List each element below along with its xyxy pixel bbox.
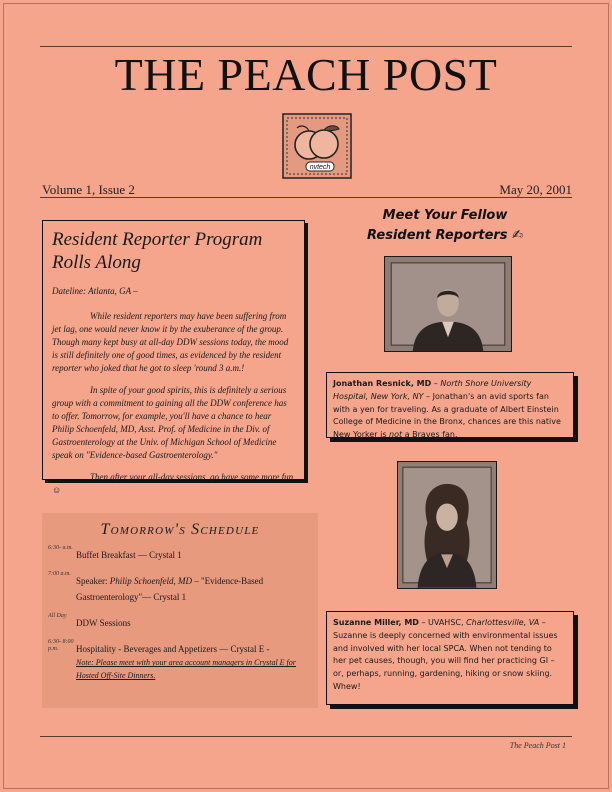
schedule-note: Note: Please meet with your area account managers in Crystal E for Hosted Off-Site Dinners.: [76, 658, 296, 681]
schedule-item: [48, 571, 312, 605]
peach-logo-icon: [282, 113, 352, 179]
reporter-photo-jonathan: [384, 256, 512, 352]
top-rule: [40, 46, 572, 47]
schedule-time: 7:00 a.m.: [48, 571, 71, 578]
reporters-heading: Meet Your Fellow Resident Reporters ✍: [367, 208, 523, 244]
article-title: Resident Reporter Program Rolls Along: [52, 229, 263, 273]
schedule-text: Speaker: Philip Schoenfeld, MD – "Evidence-Based Gastroenterology"— Crystal 1: [76, 576, 264, 602]
issue-date: May 20, 2001: [499, 182, 572, 197]
footer-rule: [40, 736, 572, 737]
masthead-title: THE PEACH POST: [114, 49, 498, 100]
schedule-text: Buffet Breakfast — Crystal 1: [76, 550, 182, 560]
schedule-item: [48, 613, 312, 631]
lead-article: [42, 220, 305, 496]
schedule-time: 6:30- a.m.: [48, 545, 73, 551]
reporter-photo-suzanne: [397, 461, 497, 589]
schedule-text: Hospitality - Beverages and Appetizers — Crystal E - Note: Please meet with your area account managers in Crystal E for Hosted Off-Site Dinners.: [76, 639, 312, 683]
schedule-item: [48, 639, 312, 683]
bio-jonathan: Jonathan Resnick, MD – North Shore University Hospital, New York, NY – Jonathan's an avid sports fan with a yen for traveling. As a graduate of Albert Einstein College of Medicine in the Bronx, chances are this native New Yorker is not a Braves fan.: [326, 372, 574, 438]
pencil-icon: ✍: [512, 228, 523, 244]
article-dateline: Dateline: Atlanta, GA –: [52, 285, 138, 296]
header-rule: [40, 197, 572, 198]
schedule-text: DDW Sessions: [76, 617, 131, 628]
schedule-box: [42, 513, 318, 708]
reporter-affiliation: North Shore University Hospital, New York, NY: [333, 379, 532, 401]
article-paragraph: While resident reporters may have been suffering from jet lag, one would never know it by the exuberance of the group. Though many kept busy at all-day DDW sessions today, the mood is still definitely one of good times, as evidenced by the resident reporter who joked that he got to sleep 'round 3 a.m.!: [52, 310, 289, 373]
schedule-time: All Day: [48, 612, 67, 619]
schedule-time: 6:30- 8:00 p.m.: [48, 639, 74, 653]
schedule-item: [48, 545, 312, 563]
article-paragraph: Then after your all-day sessions, go have some more fun ☺: [52, 472, 294, 496]
footer-text: The Peach Post 1: [509, 741, 566, 750]
reporter-name: Jonathan Resnick, MD: [333, 379, 432, 388]
logo-text: nvtech: [309, 164, 331, 172]
issue-number: Volume 1, Issue 2: [42, 182, 135, 197]
reporter-affiliation: Charlottesville, VA: [466, 618, 540, 627]
reporter-name: Suzanne Miller, MD: [333, 618, 419, 627]
schedule-title: Tomorrow's Schedule: [100, 521, 260, 538]
bio-suzanne: Suzanne Miller, MD – UVAHSC, Charlottesville, VA – Suzanne is deeply concerned with environmental issues and involved with her local SPCA. When not tending to her pet causes, though, you will find her practicing GI – or, perhaps, running, gardening, hiking or snow skiing. Whew!: [326, 611, 574, 705]
article-paragraph: In spite of your good spirits, this is definitely a serious group with a commitment to gaining all the DDW conference has to offer. Tomorrow, for example, you'll have a chance to hear Philip Schoenfeld, MD, Asst. Prof. of Medicine in the Div. of Gastroenterology at the Univ. of Michigan School of Medicine speak on "Evidence-based Gastroenterology.": [52, 384, 287, 461]
